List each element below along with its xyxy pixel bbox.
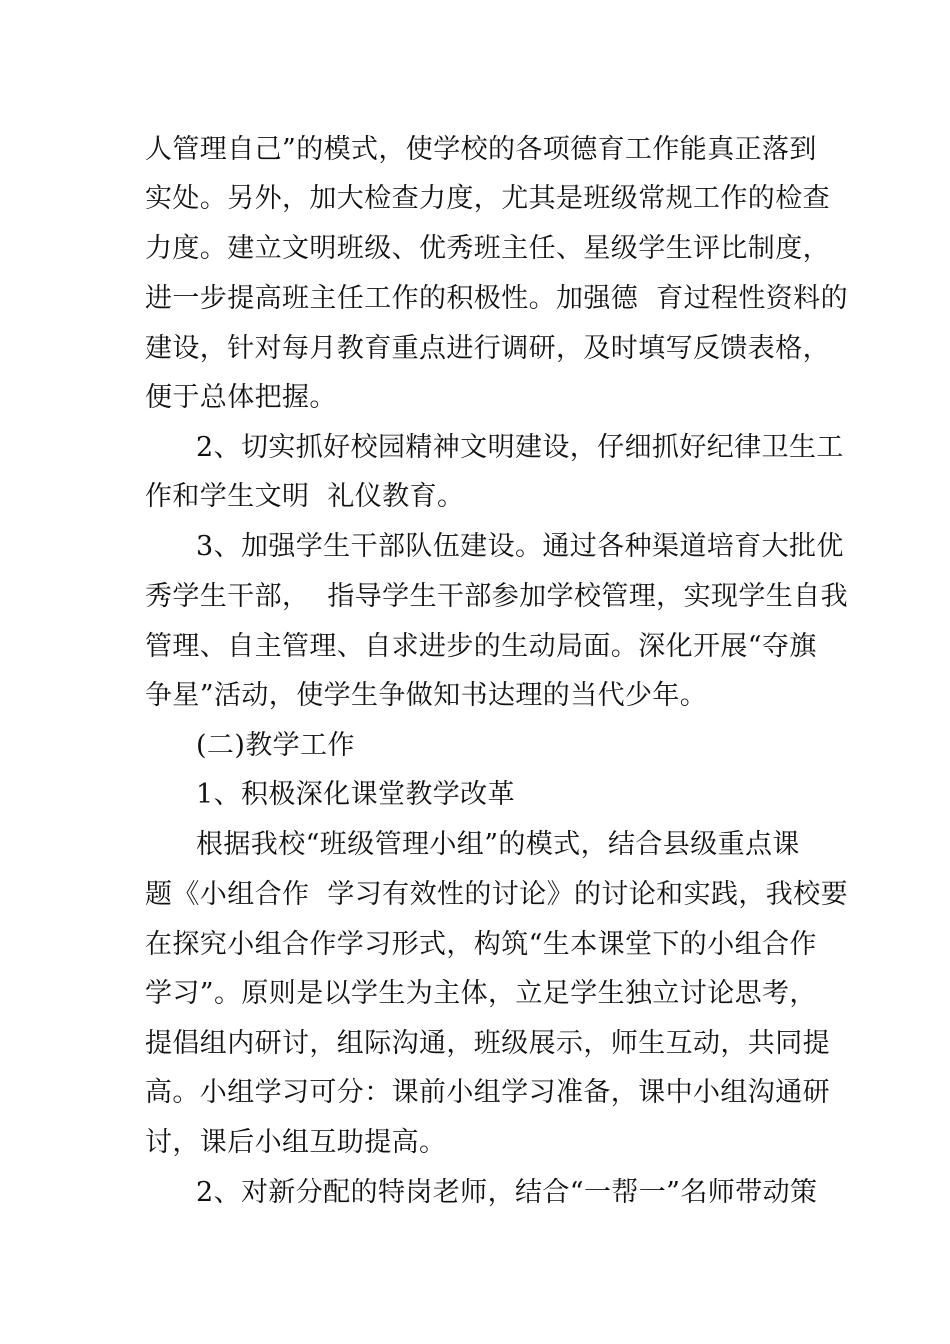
text-line: 建设，针对每月教育重点进行调研，及时填写反馈表格，	[145, 333, 830, 364]
text-line: 进一步提高班主任工作的积极性。加强德 育过程性资料的	[145, 283, 848, 314]
paragraph-line: 2、对新分配的特岗老师，结合“一帮一”名师带动策	[196, 1177, 818, 1208]
text-line: 讨，课后小组互助提高。	[145, 1127, 447, 1158]
text-line: 高。小组学习可分：课前小组学习准备，课中小组沟通研	[145, 1077, 830, 1108]
text-line: 力度。建立文明班级、优秀班主任、星级学生评比制度，	[145, 233, 830, 264]
text-line: 学习”。原则是以学生为主体，立足学生独立讨论思考，	[145, 978, 817, 1009]
text-line: 便于总体把握。	[145, 382, 337, 413]
text-line: 题《小组合作 学习有效性的讨论》的讨论和实践，我校要	[145, 879, 848, 910]
paragraph-line: 3、加强学生干部队伍建设。通过各种渠道培育大批优	[196, 531, 844, 562]
section-heading: (二)教学工作	[196, 730, 355, 761]
text-line: 秀学生干部， 指导学生干部参加学校管理，实现学生自我	[145, 581, 848, 612]
subsection-heading: 1、积极深化课堂教学改革	[196, 779, 515, 810]
text-line: 管理、自主管理、自求进步的生动局面。深化开展“夺旗	[145, 631, 817, 662]
text-line: 在探究小组合作学习形式，构筑“生本课堂下的小组合作	[145, 929, 817, 960]
text-line: 人管理自己”的模式，使学校的各项德育工作能真正落到	[145, 134, 817, 165]
paragraph-line: 根据我校“班级管理小组”的模式，结合县级重点课	[196, 829, 800, 860]
text-line: 实处。另外，加大检查力度，尤其是班级常规工作的检查	[145, 183, 830, 214]
paragraph-line: 2、切实抓好校园精神文明建设，仔细抓好纪律卫生工	[196, 432, 844, 463]
text-line: 提倡组内研讨，组际沟通，班级展示，师生互动，共同提	[145, 1028, 830, 1059]
text-line: 作和学生文明 礼仪教育。	[145, 481, 465, 512]
text-line: 争星”活动，使学生争做知书达理的当代少年。	[145, 680, 708, 711]
